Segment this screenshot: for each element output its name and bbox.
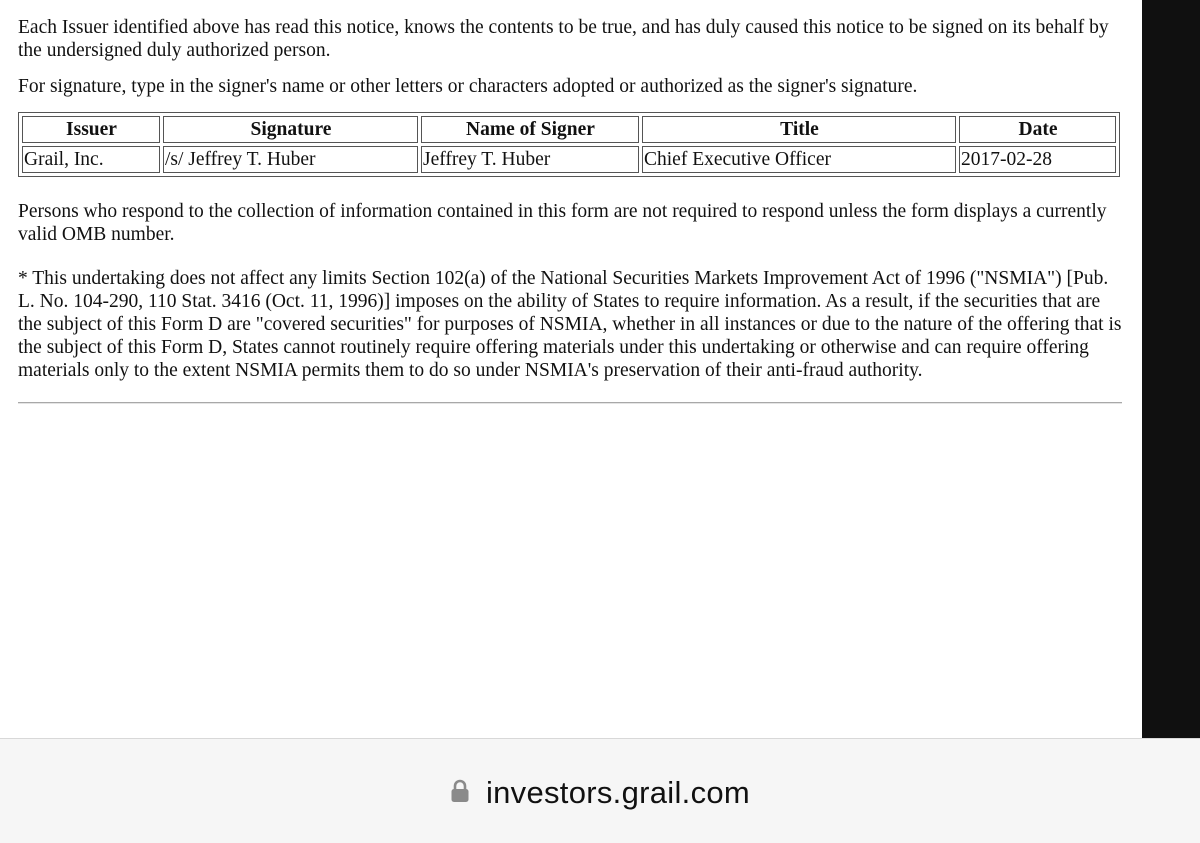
browser-address-bar[interactable] bbox=[0, 738, 1200, 843]
header-date: Date bbox=[959, 116, 1116, 143]
header-title: Title bbox=[642, 116, 956, 143]
form-d-document bbox=[18, 16, 1122, 404]
omb-paragraph: Persons who respond to the collection of information contained in this form are not required to respond unless the form displays a currently valid OMB number. bbox=[18, 201, 1107, 245]
cell-date: 2017-02-28 bbox=[959, 146, 1116, 173]
signature-table bbox=[18, 112, 1120, 177]
cell-name-of-signer: Jeffrey T. Huber bbox=[421, 146, 639, 173]
table-row bbox=[22, 146, 1116, 173]
cell-signature: /s/ Jeffrey T. Huber bbox=[163, 146, 418, 173]
lock-icon bbox=[450, 779, 470, 803]
device-edge bbox=[1142, 0, 1200, 738]
cell-issuer: Grail, Inc. bbox=[22, 146, 160, 173]
signature-instruction: For signature, type in the signer's name or other letters or characters adopted or authorized as the signer's signature. bbox=[18, 76, 918, 97]
cell-title: Chief Executive Officer bbox=[642, 146, 956, 173]
header-name-of-signer: Name of Signer bbox=[421, 116, 639, 143]
horizontal-divider bbox=[18, 402, 1122, 404]
url-display[interactable] bbox=[0, 775, 1200, 811]
header-issuer: Issuer bbox=[22, 116, 160, 143]
signature-table-header-row bbox=[22, 116, 1116, 143]
notice-paragraph: Each Issuer identified above has read this notice, knows the contents to be true, and has duly caused this notice to be signed on its behalf by the undersigned duly authorized person. bbox=[18, 17, 1109, 61]
url-text[interactable]: investors.grail.com bbox=[485, 775, 751, 810]
undertaking-paragraph: * This undertaking does not affect any limits Section 102(a) of the National Securities Markets Improvement Act of 1996 ("NSMIA") [Pub. L. No. 104-290, 110 Stat. 3416 (Oct. 11, 1996)] imposes on the ability of States to require information. As a result, if the securities that are the subject of this Form D are "covered securities" for purposes of NSMIA, whether in all instances or due to the nature of the offering that is the subject of this Form D, States cannot routinely require offering materials under this undertaking or otherwise and can require offering materials only to the extent NSMIA permits them to do so under NSMIA's preservation of their anti-fraud authority. bbox=[18, 268, 1122, 381]
header-signature: Signature bbox=[163, 116, 418, 143]
